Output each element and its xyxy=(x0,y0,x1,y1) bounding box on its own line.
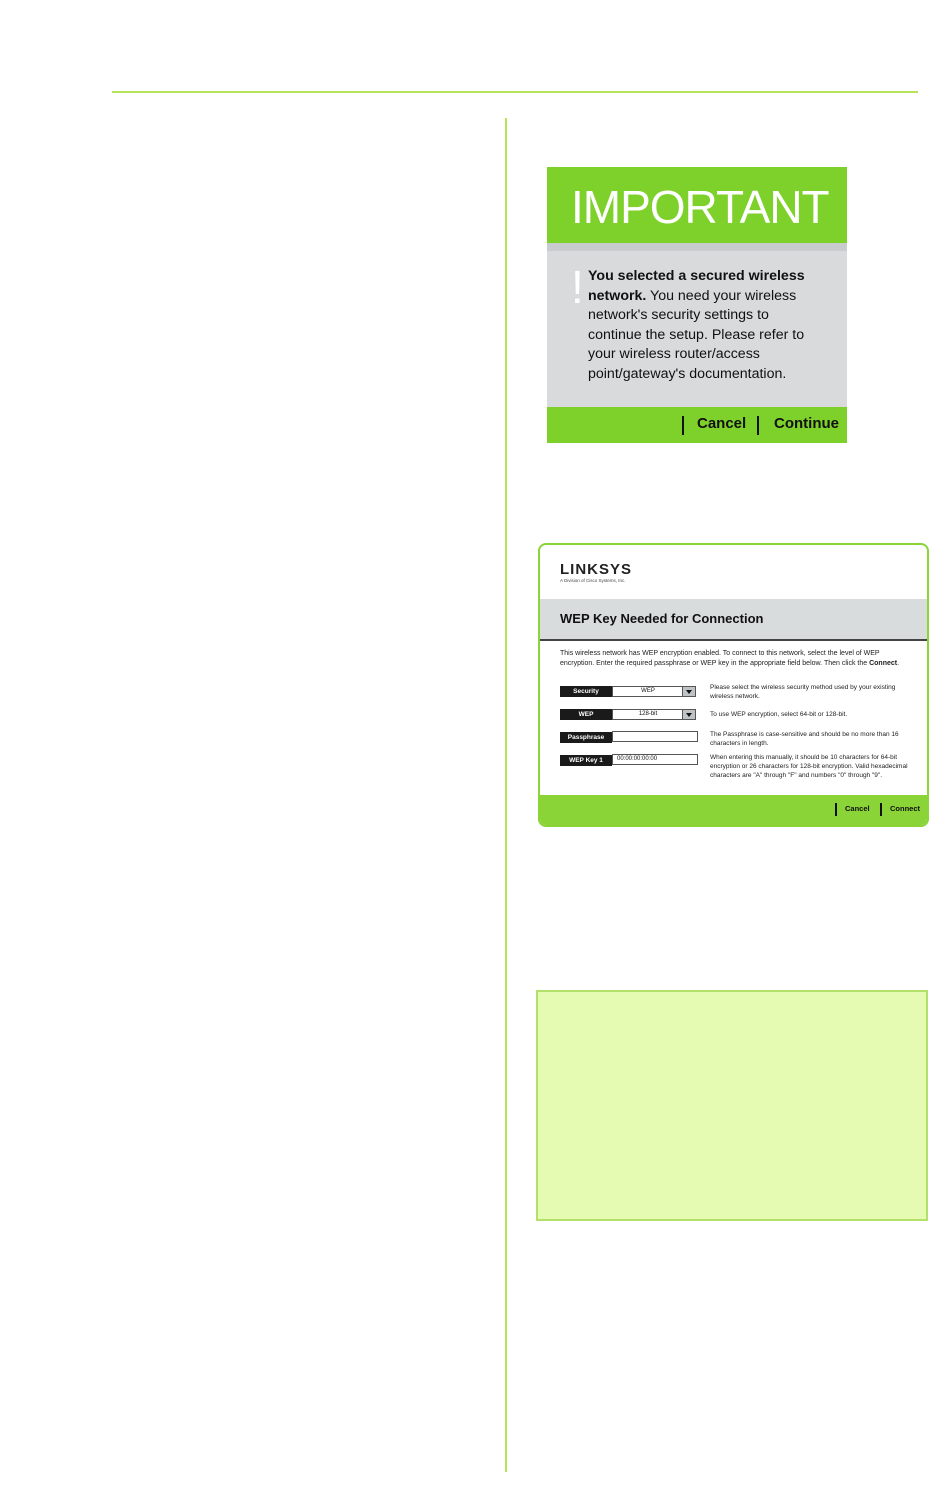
passphrase-label: Passphrase xyxy=(560,732,612,743)
wep-intro-end: . xyxy=(897,659,900,667)
important-dialog-band xyxy=(547,243,847,251)
important-message-text: You need your wireless network's security settings to continue the setup. Please refer to your wireless router/access point/gateway's documentation. xyxy=(588,287,805,382)
security-label: Security xyxy=(560,686,612,697)
important-dialog-title: IMPORTANT ! xyxy=(547,167,847,243)
wep-key-label: WEP Key 1 xyxy=(560,755,612,766)
wep-help-text: To use WEP encryption, select 64-bit or 128-bit. xyxy=(710,711,848,718)
wep-key-dialog xyxy=(538,543,929,827)
continue-button[interactable]: Continue xyxy=(774,415,839,432)
footer-separator xyxy=(835,803,837,816)
footer-separator xyxy=(682,416,684,435)
footer-separator xyxy=(757,416,759,435)
wep-level-select[interactable] xyxy=(612,709,696,720)
passphrase-help-text: The Passphrase is case-sensitive and should be no more than 16 characters in length. xyxy=(710,731,899,747)
security-help-text: Please select the wireless security method used by your existing wireless network. xyxy=(710,684,896,700)
security-select[interactable] xyxy=(612,686,696,697)
cancel-button[interactable]: Cancel xyxy=(845,804,870,813)
column-divider xyxy=(505,118,507,1472)
wep-intro-body: This wireless network has WEP encryption enabled. To connect to this network, select the level of WEP encryption. Enter the required passphrase or WEP key in the appropriate field below. Then click the xyxy=(560,650,880,667)
top-rule xyxy=(112,91,918,93)
note-box xyxy=(536,990,928,1221)
wep-level-value: 128-bit xyxy=(638,711,658,717)
important-message-bold: You selected a secured wireless network. xyxy=(588,268,805,304)
wep-intro-text xyxy=(560,649,910,668)
wep-label: WEP xyxy=(560,709,612,720)
important-dialog xyxy=(547,167,847,443)
wep-dialog-footer xyxy=(540,795,927,825)
footer-separator xyxy=(880,803,882,816)
wep-intro-connect: Connect xyxy=(869,659,898,667)
important-dialog-message xyxy=(588,267,818,384)
cancel-button[interactable]: Cancel xyxy=(697,415,747,432)
wep-dialog-title: WEP Key Needed for Connection xyxy=(560,611,764,626)
wep-key-value: 00:00:00:00:00 xyxy=(617,756,658,762)
linksys-logo: LINKSYS xyxy=(560,561,633,578)
important-dialog-footer xyxy=(547,407,847,443)
wep-key-input[interactable] xyxy=(612,754,698,765)
linksys-tagline: A Division of Cisco Systems, Inc. xyxy=(560,578,626,583)
chevron-down-icon[interactable] xyxy=(682,687,695,696)
security-value: WEP xyxy=(641,688,655,694)
wep-title-band xyxy=(540,599,927,641)
wep-key-help-text: When entering this manually, it should be 10 characters for 64-bit encryption or 26 characters for 128-bit encryption. Valid hexadecimal characters are "A" through "F" and numbers "0" through "9". xyxy=(710,754,908,779)
connect-button[interactable]: Connect xyxy=(890,804,920,813)
chevron-down-icon[interactable] xyxy=(682,710,695,719)
passphrase-input[interactable] xyxy=(612,731,698,742)
